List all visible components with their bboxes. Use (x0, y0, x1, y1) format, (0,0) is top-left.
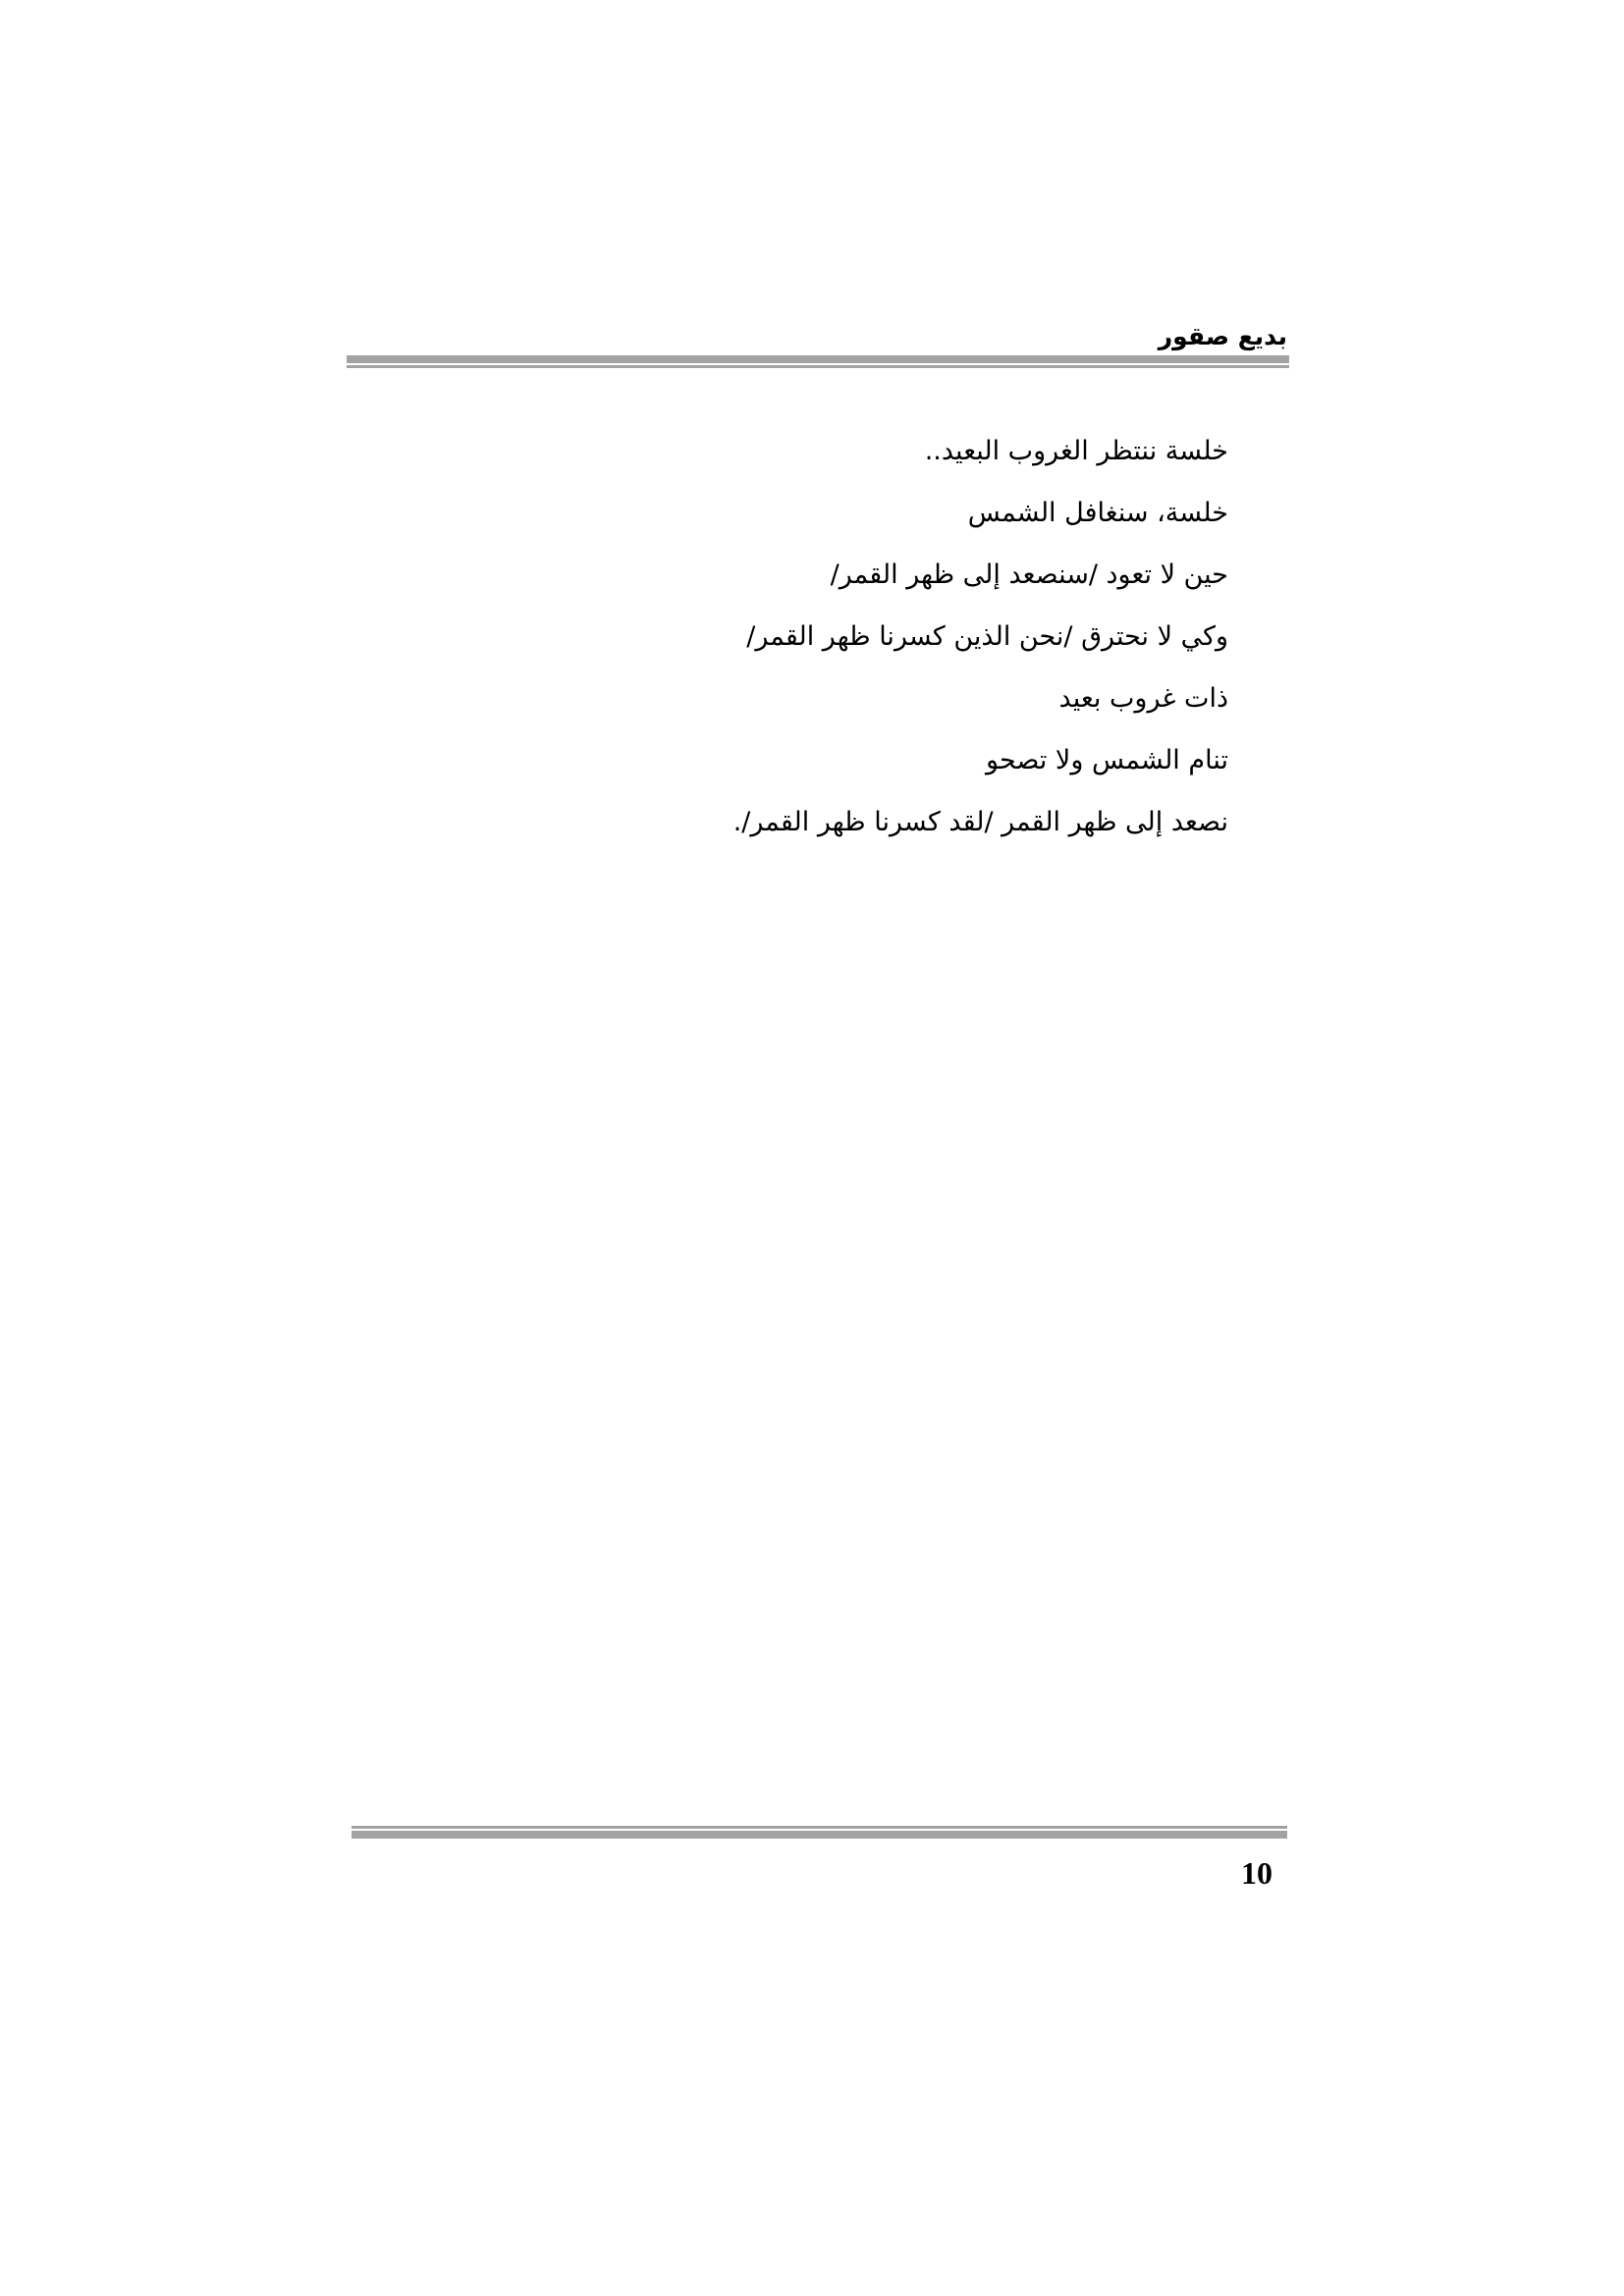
poem-line: خلسة ننتظر الغروب البعيد.. (924, 436, 1228, 466)
poem-line: خلسة، سنغافل الشمس (967, 498, 1228, 528)
page-number: 10 (1241, 1855, 1272, 1891)
poem-line: تنام الشمس ولا تصحو (986, 745, 1228, 775)
poem-line: وكي لا نحترق /نحن الذين كسرنا ظهر القمر/ (746, 621, 1228, 652)
poem-line: حين لا تعود /سنصعد إلى ظهر القمر/ (830, 560, 1228, 590)
running-head-author: بديع صقور (1158, 322, 1287, 350)
poem-line: نصعد إلى ظهر القمر /لقد كسرنا ظهر القمر/. (732, 807, 1228, 837)
header-rule (347, 355, 1289, 368)
poem-body (733, 420, 1228, 853)
poem-line: ذات غروب بعيد (1058, 683, 1228, 714)
footer-rule (352, 1826, 1287, 1839)
